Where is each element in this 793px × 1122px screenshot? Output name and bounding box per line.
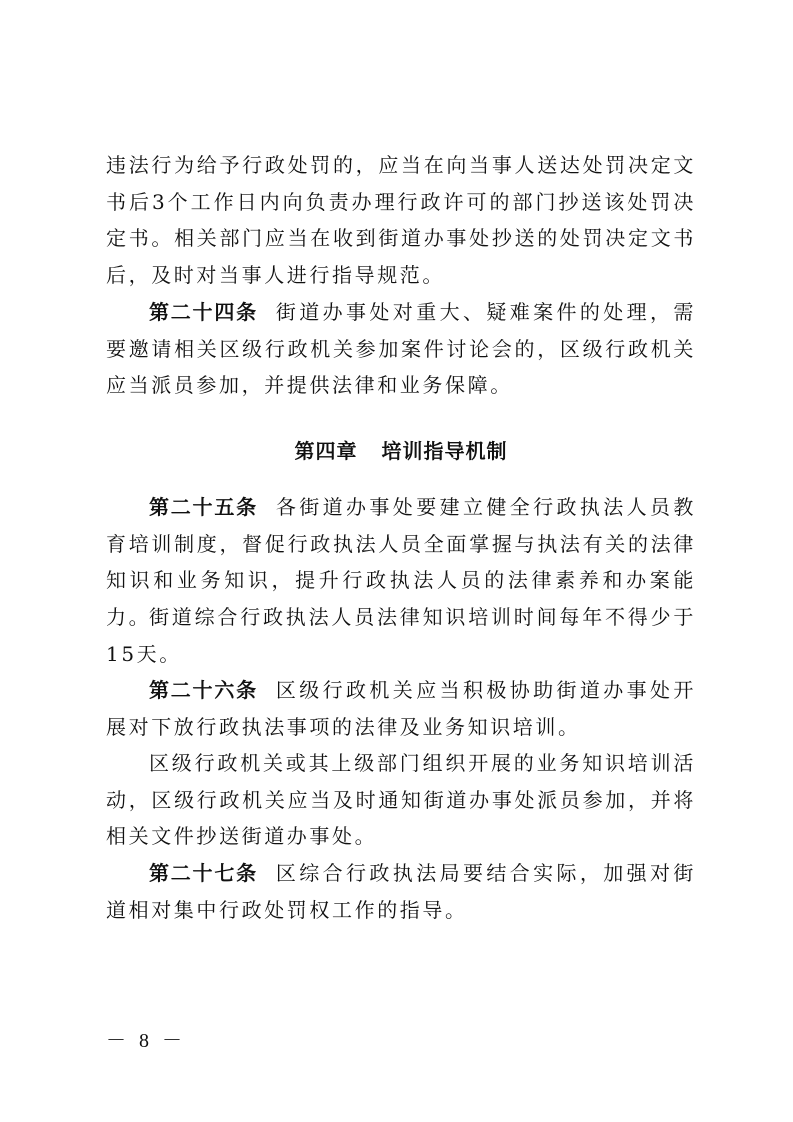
paragraph-text: 街道综合行政执法人员法律知识培训时间每年不得少于15天。	[106, 605, 696, 666]
chapter-title: 培训指导机制	[381, 439, 508, 463]
paragraph-text: 违法行为给予行政处罚的，应当在向当事人送达处罚决定文书后3个工作日内向负责办理行政许可的部门抄送该处罚决定书。相关部门应当在收到街道办事处抄送的处罚决定文书后，及时对当事人进行指导规范。	[106, 153, 696, 287]
page-number: － 8 －	[106, 1030, 186, 1052]
paragraph-training-time	[106, 599, 696, 672]
article-text: 街道办事处对重大、疑难案件的处理，需要邀请相关区级行政机关参加案件讨论会的，区级行政机关应当派员参加，并提供法律和业务保障。	[106, 300, 696, 398]
article-number: 第二十五条	[149, 495, 258, 519]
article-text: 区综合行政执法局要结合实际，加强对街道相对集中行政处罚权工作的指导。	[106, 861, 696, 922]
article-26	[106, 672, 696, 745]
paragraph-text: 区级行政机关或其上级部门组织开展的业务知识培训活动，区级行政机关应当及时通知街道办事处派员参加，并将相关文件抄送街道办事处。	[106, 751, 696, 849]
article-27	[106, 855, 696, 928]
chapter-number: 第四章	[294, 439, 358, 463]
article-text: 各街道办事处要建立健全行政执法人员教育培训制度，督促行政执法人员全面掌握与执法有关的法律知识和业务知识，提升行政执法人员的法律素养和办案能力。	[106, 495, 696, 629]
article-text: 区级行政机关应当积极协助街道办事处开展对下放行政执法事项的法律及业务知识培训。	[106, 678, 696, 739]
article-24	[106, 294, 696, 404]
article-number: 第二十四条	[149, 300, 258, 324]
article-number: 第二十六条	[149, 678, 258, 702]
article-number: 第二十七条	[149, 861, 258, 885]
paragraph-continuation	[106, 147, 696, 293]
chapter-heading	[106, 433, 696, 469]
paragraph-training-activities	[106, 745, 696, 855]
